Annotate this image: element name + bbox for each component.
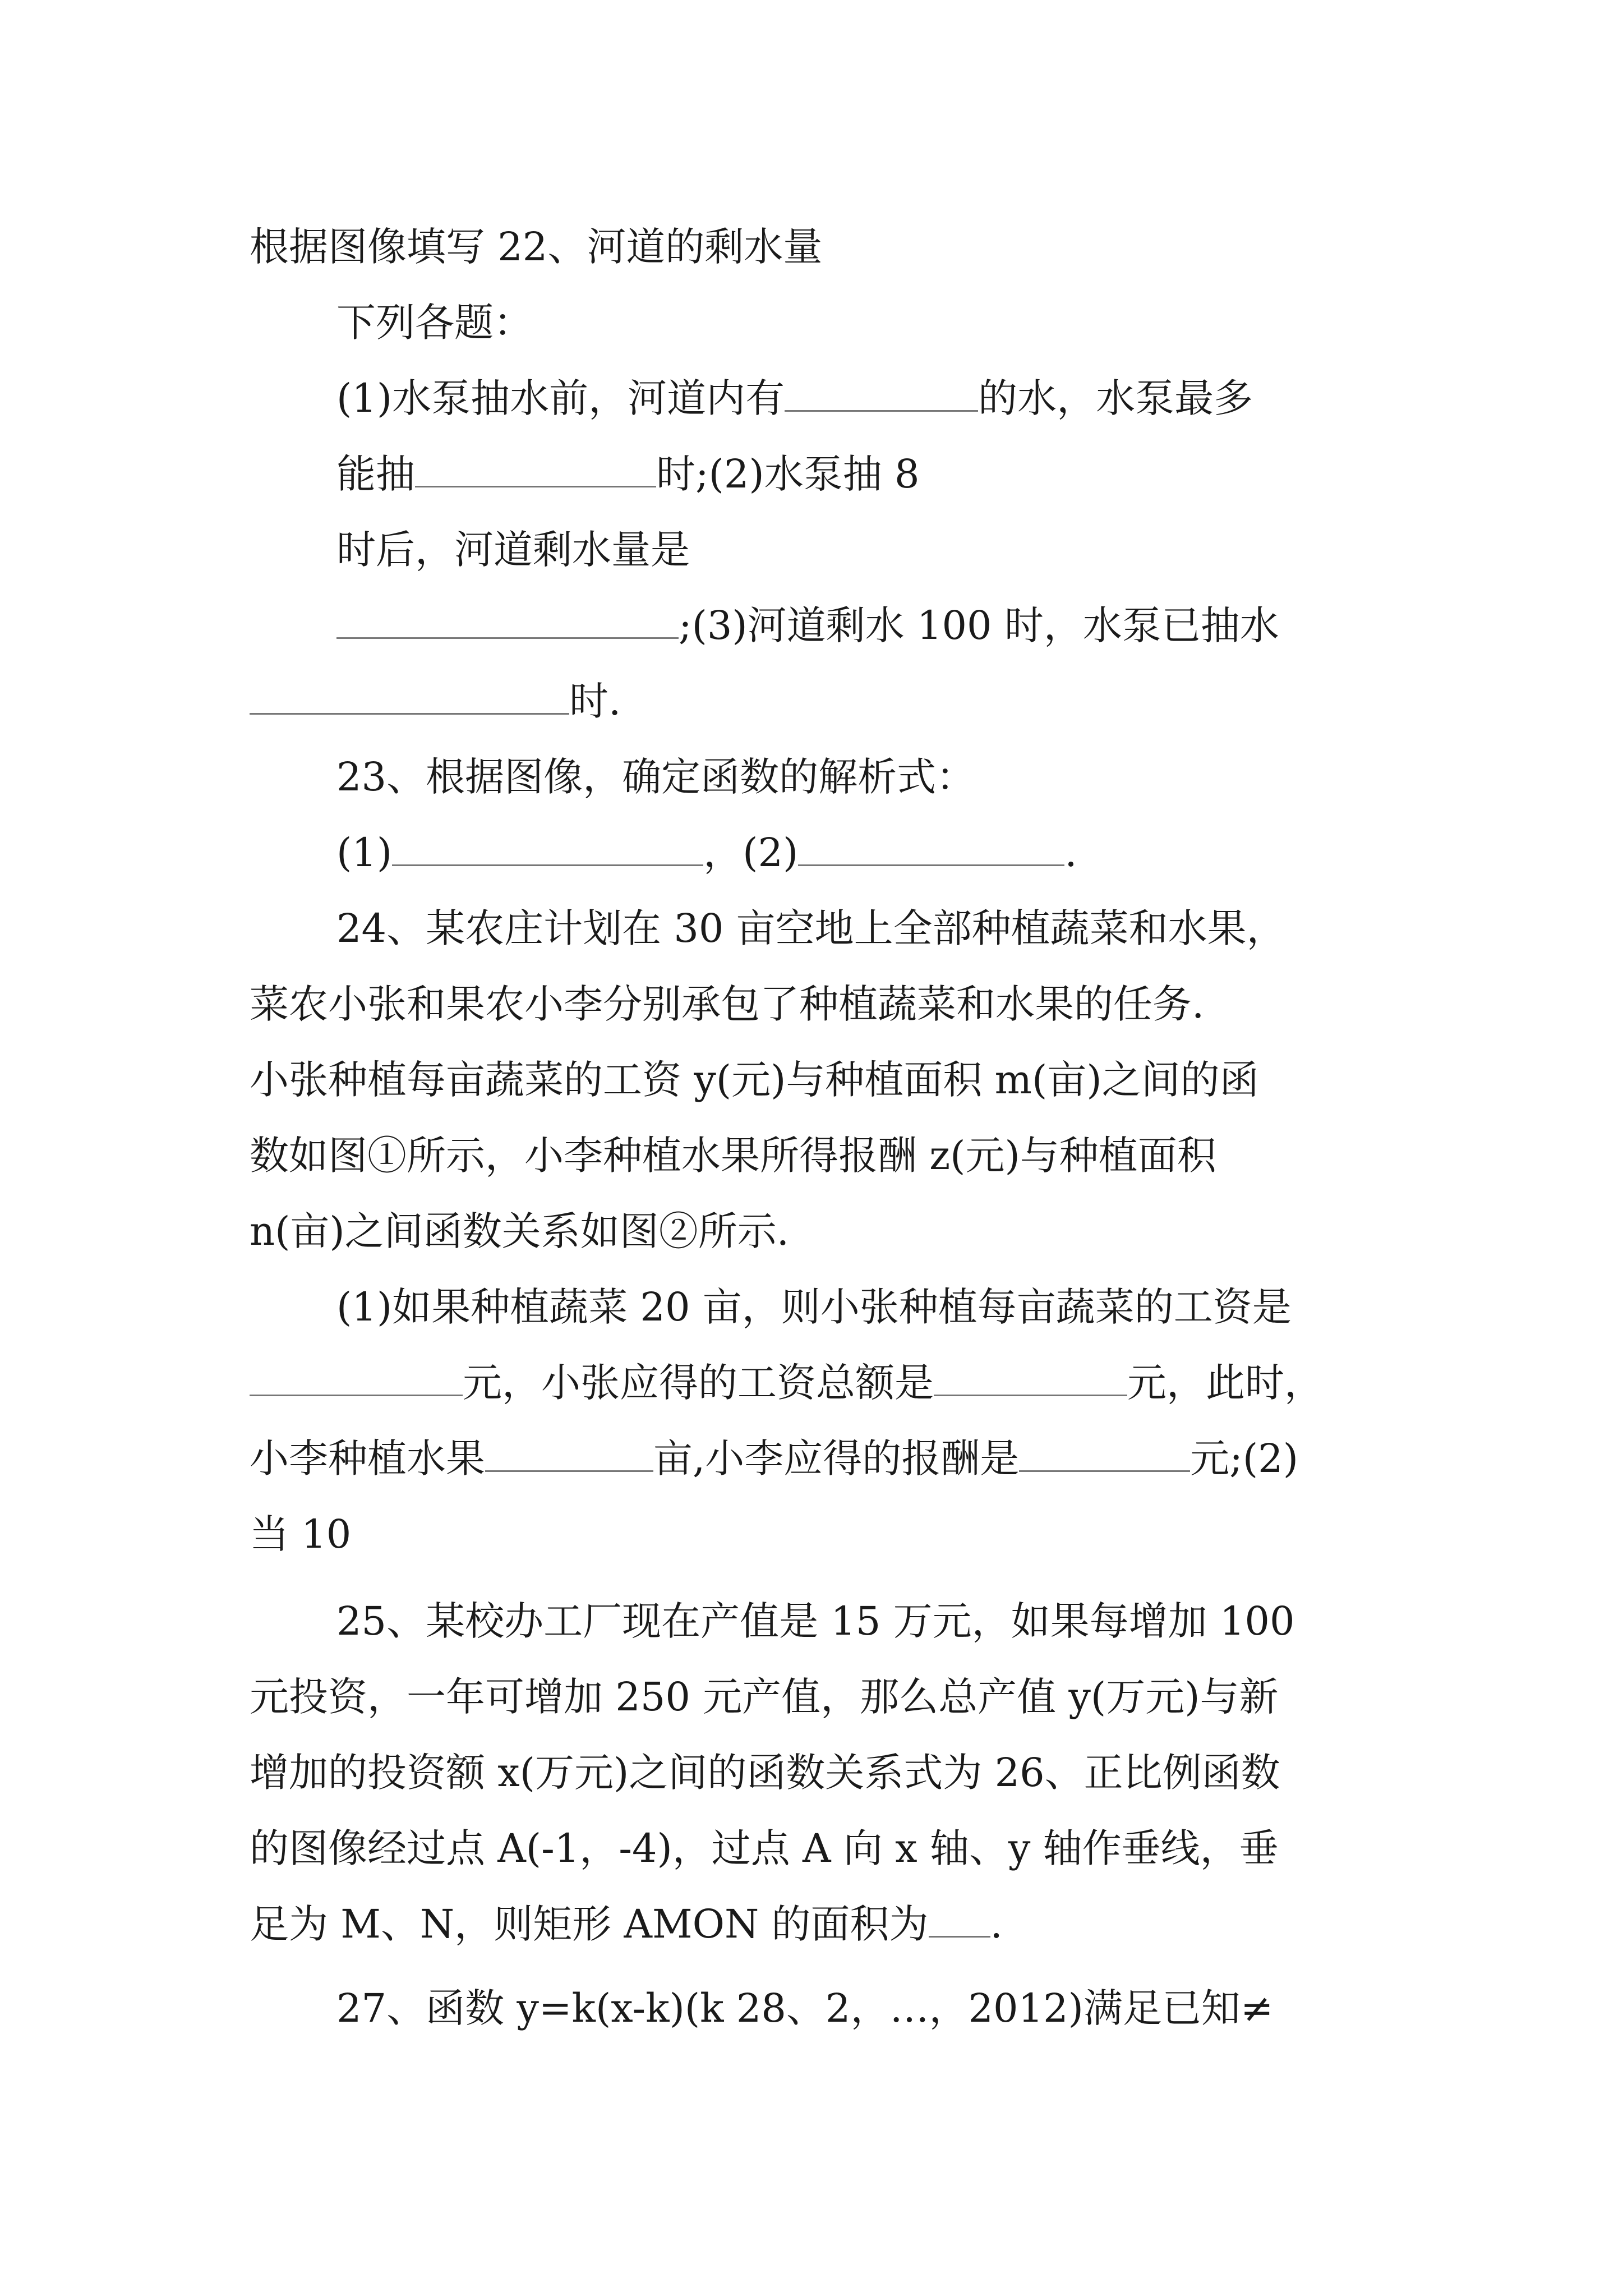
- text: (1)如果种植蔬菜 20 亩，则小张种植每亩蔬菜的工资是: [336, 1284, 1292, 1330]
- text: 时.: [569, 678, 621, 724]
- text: 数如图①所示，小李种植水果所得报酬 z(元)与种植面积: [250, 1133, 1216, 1179]
- text: 足为 M、N，则矩形 AMON 的面积为: [250, 1901, 929, 1947]
- text: 菜农小张和果农小李分别承包了种植蔬菜和水果的任务.: [250, 981, 1205, 1027]
- text-line: [250, 1052, 1259, 1108]
- answer-blank[interactable]: [336, 605, 679, 639]
- answer-blank[interactable]: [934, 1362, 1127, 1396]
- text-line: [250, 1430, 1298, 1487]
- text: (1)水泵抽水前，河道内有: [336, 375, 785, 421]
- answer-blank[interactable]: [798, 832, 1064, 866]
- text-line: [336, 825, 1077, 881]
- text-line: [250, 1669, 1279, 1725]
- text: 能抽: [336, 451, 415, 497]
- text: .: [990, 1901, 1003, 1947]
- text: .: [1064, 830, 1077, 876]
- text: ，(2): [703, 830, 799, 876]
- text-line: [336, 1279, 1292, 1335]
- text: 的图像经过点 A(-1，-4)，过点 A 向 x 轴、y 轴作垂线，垂: [250, 1825, 1279, 1871]
- answer-blank[interactable]: [929, 1903, 990, 1938]
- text: 时后，河道剩水量是: [336, 527, 690, 573]
- text-line: [336, 1593, 1295, 1649]
- text: (1): [336, 830, 393, 876]
- text-line: [250, 1355, 1324, 1411]
- answer-blank[interactable]: [250, 680, 569, 715]
- text: 亩,小李应得的报酬是: [653, 1435, 1020, 1481]
- text-line: [336, 446, 920, 502]
- text-line: [250, 1203, 789, 1259]
- text: 25、某校办工厂现在产值是 15 万元，如果每增加 100: [336, 1598, 1295, 1644]
- text: n(亩)之间函数关系如图②所示.: [250, 1208, 789, 1254]
- text: 元，小张应得的工资总额是: [463, 1360, 934, 1406]
- answer-blank[interactable]: [785, 378, 978, 412]
- text: 元;(2): [1190, 1435, 1299, 1481]
- text-line: [336, 522, 690, 578]
- text: ;(3)河道剩水 100 时，水泵已抽水: [679, 602, 1279, 648]
- text-line: [250, 976, 1204, 1032]
- text-line: [250, 219, 822, 275]
- answer-blank[interactable]: [485, 1438, 653, 1472]
- answer-blank[interactable]: [415, 453, 656, 487]
- text: 元，此时，: [1127, 1360, 1324, 1406]
- text: 27、函数 y=k(x-k)(k 28、2，…，2012)满足已知≠: [336, 1985, 1274, 2031]
- text: 当 10: [250, 1511, 352, 1557]
- text-line: [250, 1820, 1279, 1876]
- text-line: [336, 295, 533, 351]
- text-line: [250, 1506, 351, 1562]
- text: 的水，水泵最多: [978, 375, 1253, 421]
- answer-blank[interactable]: [250, 1362, 463, 1396]
- text: 下列各题：: [336, 300, 533, 346]
- text: 24、某农庄计划在 30 亩空地上全部种植蔬菜和水果，: [336, 905, 1286, 951]
- answer-blank[interactable]: [392, 832, 703, 866]
- text-line: [250, 1128, 1216, 1184]
- text-line: [250, 1745, 1280, 1801]
- text-line: [336, 370, 1253, 426]
- text-line: [336, 1980, 1274, 2036]
- text: 小李种植水果: [250, 1435, 485, 1481]
- text: 增加的投资额 x(万元)之间的函数关系式为 26、正比例函数: [250, 1750, 1280, 1796]
- text-line: [250, 673, 621, 729]
- text: 23、根据图像，确定函数的解析式：: [336, 754, 976, 800]
- text: 时;(2)水泵抽 8: [656, 451, 920, 497]
- text-line: [250, 1896, 1003, 1952]
- text: 元投资，一年可增加 250 元产值，那么总产值 y(万元)与新: [250, 1674, 1279, 1720]
- answer-blank[interactable]: [1019, 1438, 1190, 1472]
- text: 根据图像填写 22、河道的剩水量: [250, 224, 823, 270]
- text-line: [336, 900, 1286, 956]
- text-line: [336, 597, 1279, 654]
- text: 小张种植每亩蔬菜的工资 y(元)与种植面积 m(亩)之间的函: [250, 1057, 1259, 1103]
- text-line: [336, 749, 975, 805]
